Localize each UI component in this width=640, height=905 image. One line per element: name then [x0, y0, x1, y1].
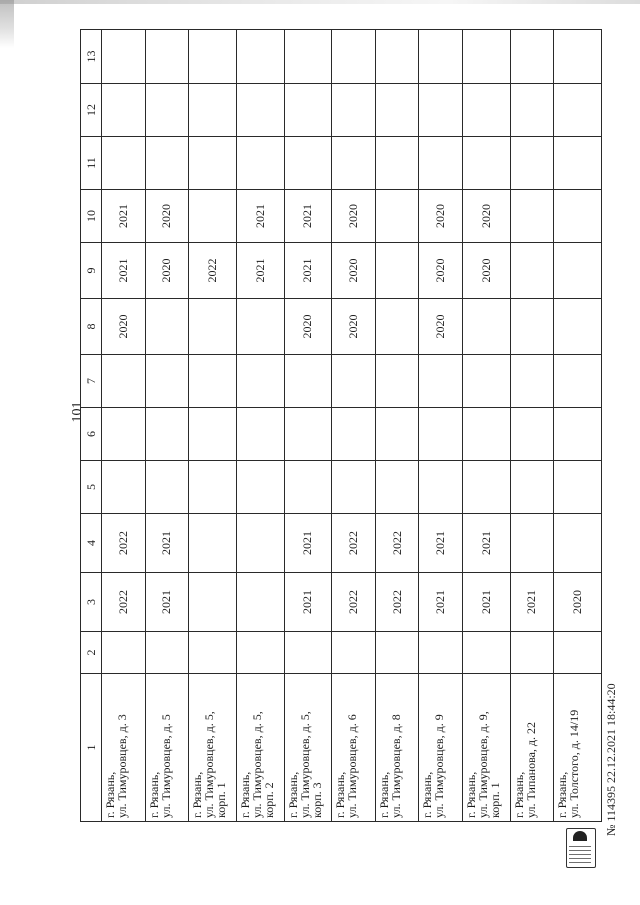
year-cell-col-2 — [102, 632, 146, 674]
address-line: г. Рязань, — [237, 771, 252, 818]
year-cell-col-6 — [102, 408, 146, 461]
year-cell-col-10: 2020 — [419, 190, 463, 243]
year-cell-col-7 — [284, 355, 332, 408]
column-header: 3 — [81, 573, 102, 632]
year-cell-col-2 — [332, 632, 376, 674]
document-seal-logo — [566, 828, 596, 868]
table-row — [554, 30, 602, 822]
year-cell-col-13 — [554, 30, 602, 84]
year-cell-col-3: 2021 — [462, 573, 510, 632]
column-header: 10 — [81, 190, 102, 243]
year-cell-col-9 — [510, 243, 554, 299]
year-cell-col-7 — [375, 355, 419, 408]
year-cell-col-11 — [102, 137, 146, 190]
year-cell-col-3: 2022 — [332, 573, 376, 632]
year-cell-col-4: 2021 — [145, 514, 189, 573]
year-cell-col-4 — [236, 514, 284, 573]
year-cell-col-6 — [510, 408, 554, 461]
address-line: ул. Тимуровцев, д. 5, — [297, 711, 312, 818]
year-cell-col-4 — [554, 514, 602, 573]
year-cell-col-9 — [375, 243, 419, 299]
year-cell-col-8 — [236, 299, 284, 355]
year-cell-col-8 — [510, 299, 554, 355]
year-cell-col-6 — [284, 408, 332, 461]
year-cell-col-9: 2020 — [462, 243, 510, 299]
address-line: ул. Тимуровцев, д. 9, — [475, 711, 490, 818]
year-cell-col-4 — [189, 514, 237, 573]
table-row — [510, 30, 554, 822]
year-cell-col-12 — [284, 84, 332, 137]
year-cell-col-11 — [145, 137, 189, 190]
year-cell-col-7 — [145, 355, 189, 408]
table-row — [145, 30, 189, 822]
column-header: 8 — [81, 299, 102, 355]
year-cell-col-3: 2021 — [145, 573, 189, 632]
year-cell-col-2 — [419, 632, 463, 674]
schedule-table — [80, 29, 602, 822]
year-cell-col-9: 2021 — [236, 243, 284, 299]
year-cell-col-9: 2020 — [145, 243, 189, 299]
year-cell-col-13 — [236, 30, 284, 84]
year-cell-col-8 — [554, 299, 602, 355]
table-row — [332, 30, 376, 822]
year-cell-col-13 — [462, 30, 510, 84]
address-line: корп. 1 — [487, 782, 502, 818]
address-line: г. Рязань, — [511, 771, 526, 818]
column-header: 11 — [81, 137, 102, 190]
address-line: ул. Тимуровцев, д. 3 — [115, 714, 129, 818]
year-cell-col-4: 2022 — [375, 514, 419, 573]
year-cell-col-10: 2020 — [332, 190, 376, 243]
address-cell — [462, 674, 510, 822]
year-cell-col-13 — [145, 30, 189, 84]
year-cell-col-8 — [462, 299, 510, 355]
year-cell-col-10 — [189, 190, 237, 243]
year-cell-col-3: 2022 — [102, 573, 146, 632]
year-cell-col-12 — [554, 84, 602, 137]
year-cell-col-2 — [284, 632, 332, 674]
table-row — [284, 30, 332, 822]
address-line: корп. 1 — [214, 782, 229, 818]
year-cell-col-12 — [145, 84, 189, 137]
year-cell-col-2 — [145, 632, 189, 674]
year-cell-col-7 — [554, 355, 602, 408]
year-cell-col-10: 2020 — [145, 190, 189, 243]
year-cell-col-5 — [189, 461, 237, 514]
year-cell-col-7 — [419, 355, 463, 408]
year-cell-col-6 — [554, 408, 602, 461]
year-cell-col-7 — [102, 355, 146, 408]
year-cell-col-5 — [332, 461, 376, 514]
year-cell-col-7 — [189, 355, 237, 408]
year-cell-col-5 — [510, 461, 554, 514]
address-line: корп. 2 — [261, 782, 276, 818]
table-row — [375, 30, 419, 822]
address-line: ул. Тимуровцев, д. 5, — [202, 711, 217, 818]
year-cell-col-9: 2020 — [419, 243, 463, 299]
address-line: ул. Тимуровцев, д. 8 — [388, 714, 403, 818]
year-cell-col-13 — [332, 30, 376, 84]
year-cell-col-2 — [462, 632, 510, 674]
year-cell-col-4: 2022 — [332, 514, 376, 573]
year-cell-col-13 — [284, 30, 332, 84]
year-cell-col-13 — [102, 30, 146, 84]
year-cell-col-12 — [102, 84, 146, 137]
column-header: 7 — [81, 355, 102, 408]
table-row — [419, 30, 463, 822]
year-cell-col-7 — [510, 355, 554, 408]
year-cell-col-4: 2021 — [462, 514, 510, 573]
year-cell-col-11 — [284, 137, 332, 190]
year-cell-col-6 — [462, 408, 510, 461]
address-line: г. Рязань, — [376, 771, 391, 818]
year-cell-col-3: 2021 — [419, 573, 463, 632]
address-cell — [102, 674, 146, 822]
year-cell-col-12 — [510, 84, 554, 137]
address-cell — [375, 674, 419, 822]
column-header: 5 — [81, 461, 102, 514]
address-cell — [510, 674, 554, 822]
address-line: ул. Толстого, д. 14/19 — [567, 709, 582, 818]
year-cell-col-10 — [554, 190, 602, 243]
year-cell-col-8 — [145, 299, 189, 355]
year-cell-col-11 — [554, 137, 602, 190]
year-cell-col-12 — [189, 84, 237, 137]
address-line: ул. Тимуровцев, д. 5 — [158, 714, 173, 818]
table-row — [189, 30, 237, 822]
year-cell-col-4: 2021 — [419, 514, 463, 573]
year-cell-col-8: 2020 — [419, 299, 463, 355]
year-cell-col-13 — [189, 30, 237, 84]
column-header: 12 — [81, 84, 102, 137]
year-cell-col-3: 2022 — [375, 573, 419, 632]
address-line: г. Рязань, — [190, 771, 205, 818]
year-cell-col-10: 2021 — [102, 190, 146, 243]
address-line: ул. Тимуровцев, д. 9 — [432, 714, 447, 818]
year-cell-col-7 — [236, 355, 284, 408]
year-cell-col-4: 2021 — [284, 514, 332, 573]
address-line: корп. 3 — [309, 782, 324, 818]
year-cell-col-11 — [419, 137, 463, 190]
year-cell-col-5 — [145, 461, 189, 514]
year-cell-col-4 — [510, 514, 554, 573]
address-line: г. Рязань, — [555, 771, 570, 818]
year-cell-col-8 — [375, 299, 419, 355]
year-cell-col-11 — [332, 137, 376, 190]
address-line: ул. Типанова, д. 22 — [523, 721, 538, 818]
year-cell-col-3: 2021 — [510, 573, 554, 632]
year-cell-col-9: 2021 — [284, 243, 332, 299]
year-cell-col-2 — [189, 632, 237, 674]
column-header: 4 — [81, 514, 102, 573]
year-cell-col-10: 2021 — [284, 190, 332, 243]
header-row — [81, 30, 102, 822]
year-cell-col-12 — [332, 84, 376, 137]
year-cell-col-6 — [236, 408, 284, 461]
year-cell-col-2 — [510, 632, 554, 674]
address-cell — [145, 674, 189, 822]
rotated-table-wrapper — [80, 30, 602, 822]
year-cell-col-11 — [189, 137, 237, 190]
year-cell-col-8: 2020 — [102, 299, 146, 355]
registration-stamp: № 114395 22.12.2021 18:44:20 — [604, 683, 618, 836]
address-line: г. Рязань, — [146, 771, 161, 818]
year-cell-col-6 — [145, 408, 189, 461]
year-cell-col-5 — [236, 461, 284, 514]
year-cell-col-9: 2020 — [332, 243, 376, 299]
year-cell-col-12 — [462, 84, 510, 137]
year-cell-col-6 — [419, 408, 463, 461]
year-cell-col-13 — [419, 30, 463, 84]
year-cell-col-12 — [236, 84, 284, 137]
seal-text-lines — [569, 846, 591, 864]
year-cell-col-10 — [375, 190, 419, 243]
address-line: г. Рязань, — [103, 771, 117, 818]
year-cell-col-8: 2020 — [332, 299, 376, 355]
year-cell-col-12 — [419, 84, 463, 137]
year-cell-col-5 — [419, 461, 463, 514]
year-cell-col-11 — [462, 137, 510, 190]
address-cell — [332, 674, 376, 822]
year-cell-col-9: 2021 — [102, 243, 146, 299]
year-cell-col-12 — [375, 84, 419, 137]
year-cell-col-3 — [189, 573, 237, 632]
year-cell-col-10: 2020 — [462, 190, 510, 243]
address-line: г. Рязань, — [420, 771, 435, 818]
column-header: 9 — [81, 243, 102, 299]
address-line: г. Рязань, — [333, 771, 348, 818]
year-cell-col-3: 2021 — [284, 573, 332, 632]
address-line: г. Рязань, — [285, 771, 300, 818]
seal-dome-shape — [573, 831, 587, 841]
year-cell-col-5 — [462, 461, 510, 514]
column-header: 1 — [81, 674, 102, 822]
table-row — [102, 30, 146, 822]
address-line: г. Рязань, — [463, 771, 478, 818]
address-cell — [284, 674, 332, 822]
year-cell-col-5 — [284, 461, 332, 514]
year-cell-col-5 — [102, 461, 146, 514]
address-cell — [419, 674, 463, 822]
year-cell-col-8: 2020 — [284, 299, 332, 355]
address-cell — [189, 674, 237, 822]
year-cell-col-3: 2020 — [554, 573, 602, 632]
address-cell — [236, 674, 284, 822]
year-cell-col-2 — [375, 632, 419, 674]
year-cell-col-10 — [510, 190, 554, 243]
table-row — [462, 30, 510, 822]
scan-edge — [0, 0, 640, 4]
year-cell-col-2 — [554, 632, 602, 674]
year-cell-col-7 — [332, 355, 376, 408]
year-cell-col-6 — [332, 408, 376, 461]
year-cell-col-6 — [189, 408, 237, 461]
page-number: 101 — [70, 401, 85, 423]
address-cell — [554, 674, 602, 822]
column-header: 2 — [81, 632, 102, 674]
year-cell-col-5 — [554, 461, 602, 514]
address-line: ул. Тимуровцев, д. 5, — [249, 711, 264, 818]
year-cell-col-11 — [510, 137, 554, 190]
year-cell-col-6 — [375, 408, 419, 461]
table-row — [236, 30, 284, 822]
year-cell-col-5 — [375, 461, 419, 514]
scan-corner-mark — [0, 0, 14, 48]
year-cell-col-7 — [462, 355, 510, 408]
year-cell-col-9: 2022 — [189, 243, 237, 299]
year-cell-col-11 — [236, 137, 284, 190]
year-cell-col-4: 2022 — [102, 514, 146, 573]
year-cell-col-8 — [189, 299, 237, 355]
column-header: 6 — [81, 408, 102, 461]
year-cell-col-13 — [510, 30, 554, 84]
year-cell-col-3 — [236, 573, 284, 632]
year-cell-col-10: 2021 — [236, 190, 284, 243]
year-cell-col-9 — [554, 243, 602, 299]
column-header: 13 — [81, 30, 102, 84]
table-body — [102, 30, 602, 822]
year-cell-col-13 — [375, 30, 419, 84]
year-cell-col-11 — [375, 137, 419, 190]
address-line: ул. Тимуровцев, д. 6 — [345, 714, 360, 818]
year-cell-col-2 — [236, 632, 284, 674]
